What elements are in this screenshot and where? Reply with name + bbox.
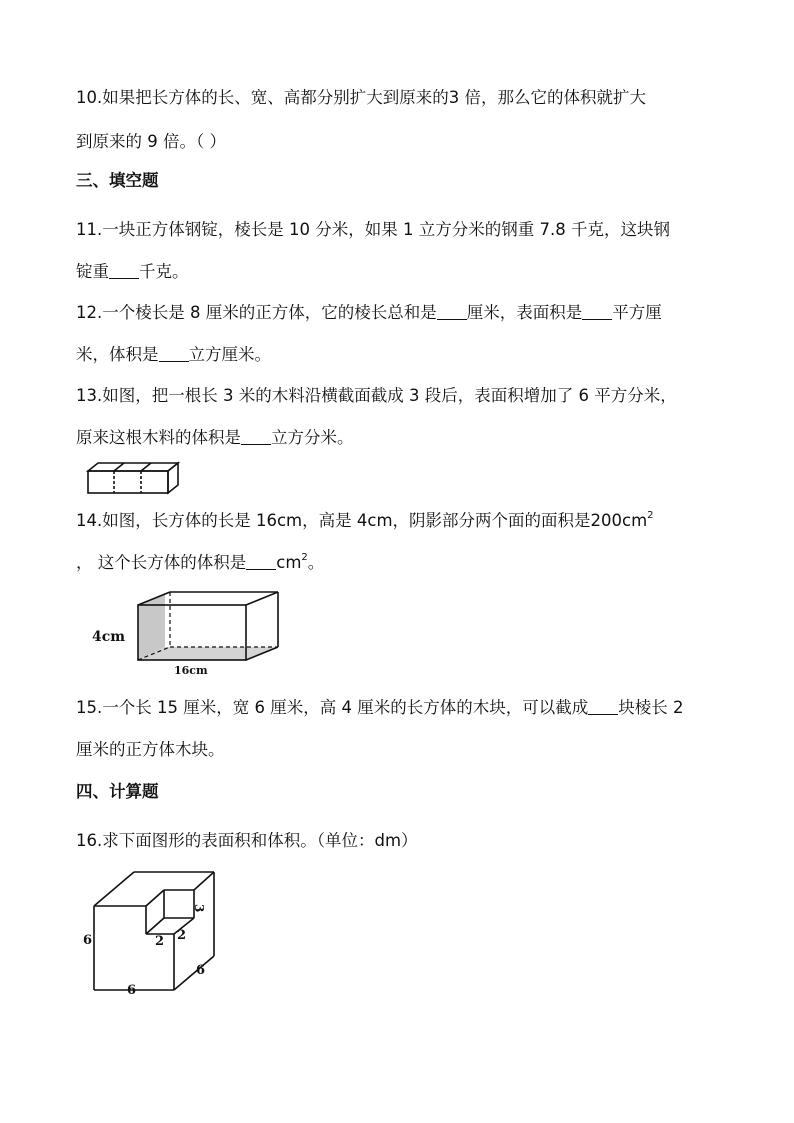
q16-notch-depth-label: 2	[177, 928, 187, 943]
q15-text-b: 块棱长 2	[618, 698, 684, 717]
q11-line1: 11.一块正方体钢锭，棱长是 10 分米，如果 1 立方分米的钢重 7.8 千克，这块钢	[76, 220, 670, 239]
q14-line1	[76, 510, 654, 532]
answer-blank	[109, 262, 139, 279]
q14-exponent: 2	[647, 510, 654, 521]
q10-line2: 到原来的 9 倍。（ ）	[76, 132, 226, 151]
answer-blank	[159, 345, 189, 362]
q14-length-label: 16cm	[174, 664, 208, 677]
q12-line1	[76, 302, 662, 324]
q16-bottom-label: 6	[127, 983, 137, 998]
q12-text-c: 平方厘	[612, 303, 662, 322]
section-heading-calculation: 四、计算题	[76, 782, 159, 801]
q14-height-label: 4cm	[92, 629, 126, 645]
q12-text-d: 米，体积是	[76, 345, 159, 364]
q16-left-label: 6	[83, 933, 93, 948]
q16-notch-height-label: 3	[192, 904, 206, 913]
q11-text-b: 千克。	[139, 262, 189, 281]
q13-line2	[76, 427, 354, 449]
answer-blank	[437, 303, 467, 320]
q15-text-a: 15.一个长 15 厘米，宽 6 厘米，高 4 厘米的长方体的木块，可以截成	[76, 698, 589, 717]
q11-line2	[76, 261, 189, 283]
q16-figure-notched-cube	[76, 862, 226, 1006]
answer-blank	[582, 303, 612, 320]
q13-text-b: 立方分米。	[271, 428, 354, 447]
q13-line1: 13.如图，把一根长 3 米的木料沿横截面截成 3 段后，表面积增加了 6 平方分米，	[76, 386, 677, 405]
q15-line2: 厘米的正方体木块。	[76, 740, 225, 759]
answer-blank	[241, 428, 271, 445]
q15-line1	[76, 697, 683, 719]
q16-notch-width-label: 2	[155, 934, 165, 949]
q14-unit-exponent: 2	[301, 552, 308, 563]
q14-figure-cuboid	[90, 588, 290, 684]
q14-unit: cm	[276, 553, 302, 572]
q14-line2	[76, 552, 324, 574]
q13-text-a: 原来这根木料的体积是	[76, 428, 241, 447]
q14-text-a: 14.如图，长方体的长是 16cm，高是 4cm，阴影部分两个面的面积是200cm	[76, 511, 648, 530]
q12-text-e: 立方厘米。	[188, 345, 271, 364]
q14-period: 。	[307, 553, 325, 572]
section-heading-fill-blank: 三、填空题	[76, 171, 159, 190]
answer-blank	[588, 698, 618, 715]
q12-text-a: 12.一个棱长是 8 厘米的正方体，它的棱长总和是	[76, 303, 437, 322]
answer-blank	[246, 553, 276, 570]
q11-text-a: 锭重	[76, 262, 109, 281]
q10-line1: 10.如果把长方体的长、宽、高都分别扩大到原来的3 倍，那么它的体积就扩大	[76, 88, 646, 107]
q14-text-b: ， 这个长方体的体积是	[76, 553, 247, 572]
q16-line1: 16.求下面图形的表面积和体积。（单位：dm）	[76, 831, 418, 850]
q12-text-b: 厘米，表面积是	[466, 303, 583, 322]
q12-line2	[76, 344, 271, 366]
q16-depth-label: 6	[196, 963, 206, 978]
q13-figure-wood-log	[86, 460, 182, 500]
